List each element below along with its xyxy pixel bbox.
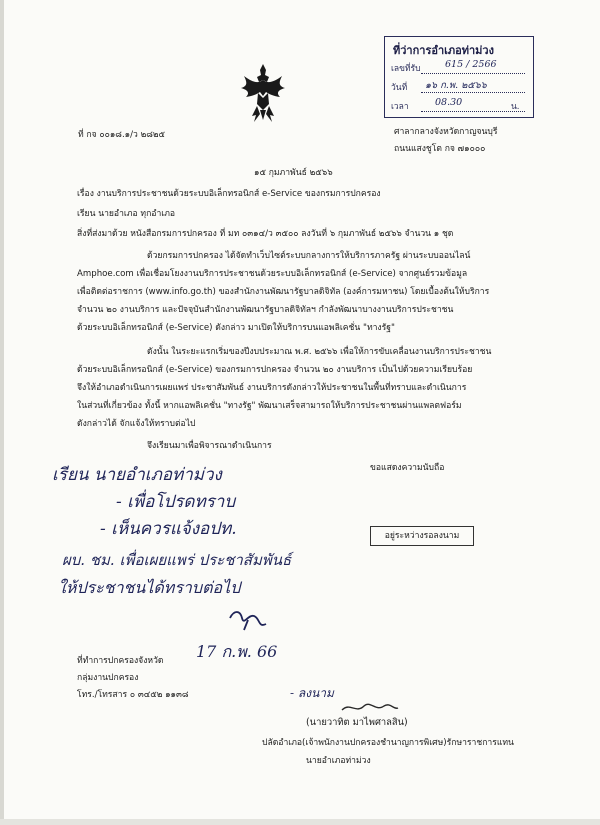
enclosure: สิ่งที่ส่งมาด้วย หนังสือกรมการปกครอง ที่ มท ๐๓๑๔/ว ๓๕๐๐ ลงวันที่ ๖ กุมภาพันธ์ ๒๕๖๖ จำนวน ๑ ชุด xyxy=(77,229,454,239)
paragraph-line: ด้วยกรมการปกครอง ได้จัดทำเว็บไซต์ระบบกลางการให้บริการภาครัฐ ผ่านระบบออนไลน์ xyxy=(147,251,471,261)
handwritten-signed: - ลงนาม xyxy=(290,686,334,700)
scan-edge xyxy=(0,0,4,825)
paragraph-line: ดังนั้น ในระยะแรกเริ่มของปีงบประมาณ พ.ศ. ๒๕๖๖ เพื่อให้การขับเคลื่อนงานบริการประชาชน xyxy=(147,347,492,357)
document-date: ๑๕ กุมภาพันธ์ ๒๕๖๖ xyxy=(254,168,333,178)
sender-address: ถนนแสงชูโต กจ ๗๑๐๐๐ xyxy=(394,144,486,154)
footer-tel: โทร./โทรสาร ๐ ๓๔๕๒ ๑๑๓๘ xyxy=(77,690,189,700)
footer-group: กลุ่มงานปกครอง xyxy=(77,673,139,683)
stamp-rule xyxy=(421,73,525,74)
salutation: เรียน นายอำเภอ ทุกอำเภอ xyxy=(77,209,176,219)
sender-org: ศาลากลางจังหวัดกาญจนบุรี xyxy=(394,127,498,137)
stamp-date-label: วันที่ xyxy=(391,83,408,93)
paragraph-line: จำนวน ๒๐ งานบริการ และปัจจุบันสำนักงานพัฒนารัฐบาลดิจิทัลฯ กำลังพัฒนาบางงานบริการประชาชน xyxy=(77,305,454,315)
document-number: ที่ กจ ๐๐๑๘.๑/ว ๒๘๒๕ xyxy=(78,130,166,140)
handwritten-note: เรียน นายอำเภอท่าม่วง xyxy=(52,465,222,485)
handwritten-note: - เห็นควรแจ้งอปท. xyxy=(100,519,237,539)
official-signature-icon xyxy=(340,700,400,716)
closing-request: จึงเรียนมาเพื่อพิจารณาดำเนินการ xyxy=(147,441,272,451)
paragraph-line: ดังกล่าวได้ จักแจ้งให้ทราบต่อไป xyxy=(77,419,196,429)
paragraph-line: ในส่วนที่เกี่ยวข้อง ทั้งนี้ หากแอพลิเคชั่น "ทางรัฐ" พัฒนาเสร็จสามารถให้บริการประชาชนผ่านแพลตฟอร์ม xyxy=(77,401,462,411)
subject: เรื่อง งานบริการประชาชนด้วยระบบอิเล็กทรอนิกส์ e-Service ของกรมการปกครอง xyxy=(77,189,381,199)
signer-name: (นายวาทิต มาไพศาลสิน) xyxy=(306,717,408,728)
stamp-time-value: 08.30 xyxy=(435,97,463,108)
signature-scribble-icon xyxy=(226,606,270,636)
paragraph-line: เพื่อติดต่อราชการ (www.info.go.th) ของสำนักงานพัฒนารัฐบาลดิจิทัล (องค์การมหาชน) โดยเบื้องต้นให้บริการ xyxy=(77,287,490,297)
handwritten-date: 17 ก.พ. 66 xyxy=(196,642,278,661)
signer-title: ปลัดอำเภอ(เจ้าพนักงานปกครองชำนาญการพิเศษ)รักษาราชการแทน xyxy=(262,738,514,748)
stamp-time-label: เวลา xyxy=(391,102,409,112)
scan-edge xyxy=(0,819,600,825)
stamp-office: ที่ว่าการอำเภอท่าม่วง xyxy=(393,44,494,57)
stamp-rule xyxy=(421,111,525,112)
paragraph-line: ด้วยระบบอิเล็กทรอนิกส์ (e-Service) ดังกล่าว มาเปิดให้บริการบนแอพลิเคชั่น "ทางรัฐ" xyxy=(77,323,395,333)
garuda-emblem-icon xyxy=(238,62,288,124)
handwritten-note: ให้ประชาชนได้ทราบต่อไป xyxy=(58,578,241,597)
stamp-receipt-label: เลขที่รับ xyxy=(391,64,421,74)
paragraph-line: ด้วยระบบอิเล็กทรอนิกส์ (e-Service) ของกรมการปกครอง จำนวน ๒๐ งานบริการ เป็นไปด้วยความเรียบร้อย xyxy=(77,365,473,375)
receipt-stamp xyxy=(384,36,534,118)
paragraph-line: Amphoe.com เพื่อเชื่อมโยงงานบริการประชาชนด้วยระบบอิเล็กทรอนิกส์ (e-Service) จากศูนย์รวมข้อมูล xyxy=(77,269,468,279)
stamp-time-suffix: น. xyxy=(511,102,520,112)
handwritten-note: - เพื่อโปรดทราบ xyxy=(116,492,236,512)
closing-respect: ขอแสดงความนับถือ xyxy=(370,463,445,473)
stamp-date-value: ๑๖ ก.พ. ๒๕๖๖ xyxy=(425,80,487,91)
paragraph-line: จึงให้อำเภอดำเนินการเผยแพร่ ประชาสัมพันธ์ งานบริการดังกล่าวให้ประชาชนในพื้นที่ทราบและดำเนินการ xyxy=(77,383,467,393)
pending-signature-box: อยู่ระหว่างรอลงนาม xyxy=(370,526,474,546)
footer-office: ที่ทำการปกครองจังหวัด xyxy=(77,656,164,666)
handwritten-note: ผบ. ชม. เพื่อเผยแพร่ ประชาสัมพันธ์ xyxy=(62,551,292,569)
stamp-receipt-value: 615 / 2566 xyxy=(445,59,497,70)
signer-title-2: นายอำเภอท่าม่วง xyxy=(306,756,371,766)
